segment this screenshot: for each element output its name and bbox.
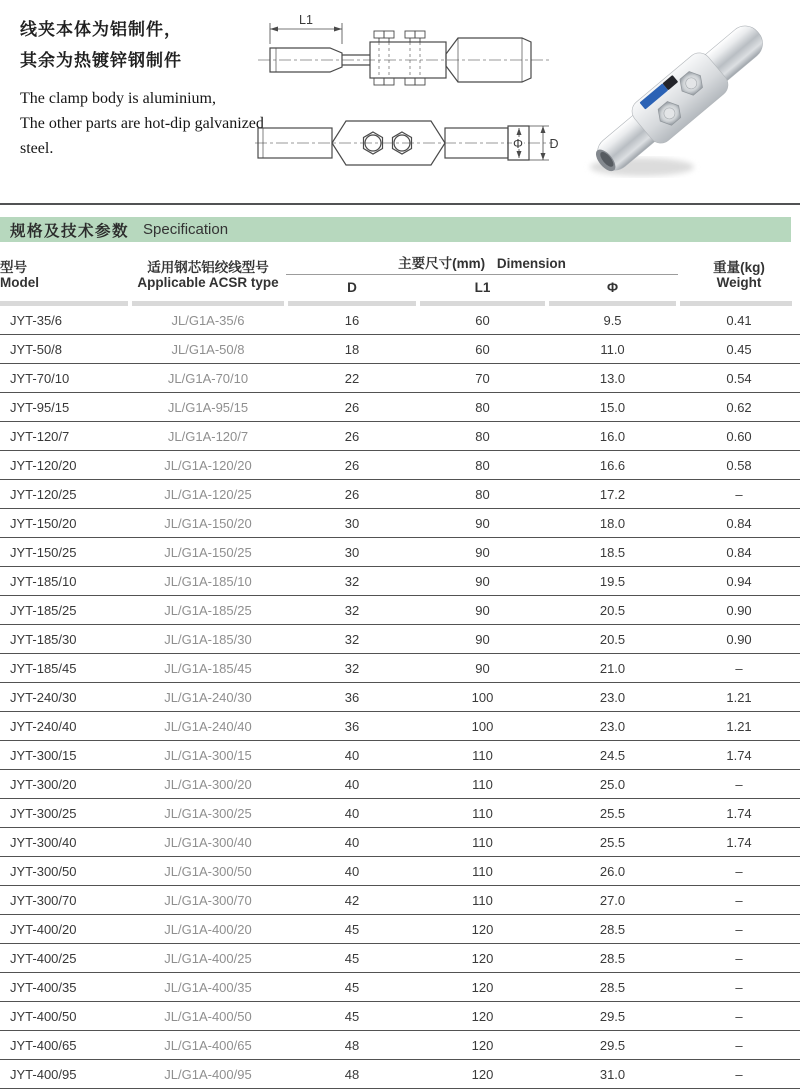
cell-model: JYT-400/20 [0,915,130,944]
technical-drawing-plan-view [253,112,563,184]
cell-phi: 28.5 [547,915,678,944]
cell-model: JYT-300/20 [0,770,130,799]
bolt-stacks [374,31,425,85]
header-dimension-group: 主要尺寸(mm) Dimension [286,249,678,275]
cell-weight: 0.45 [678,335,800,364]
cell-phi: 18.0 [547,509,678,538]
table-row [0,654,800,683]
cell-model: JYT-400/95 [0,1060,130,1089]
cell-model: JYT-400/25 [0,944,130,973]
cell-phi: 24.5 [547,741,678,770]
cell-model: JYT-300/50 [0,857,130,886]
cell-l1: 80 [418,422,547,451]
cell-d: 40 [286,770,418,799]
cell-d: 32 [286,567,418,596]
cell-d: 26 [286,451,418,480]
cell-acsr-type: JL/G1A-185/25 [130,596,286,625]
cell-model: JYT-185/10 [0,567,130,596]
cell-l1: 70 [418,364,547,393]
cell-model: JYT-240/40 [0,712,130,741]
cell-weight: 0.54 [678,364,800,393]
cell-model: JYT-300/15 [0,741,130,770]
cell-phi: 28.5 [547,944,678,973]
table-row [0,393,800,422]
table-row [0,422,800,451]
table-row [0,596,800,625]
cell-weight: – [678,1060,800,1089]
cell-d: 48 [286,1031,418,1060]
cell-acsr-type: JL/G1A-240/40 [130,712,286,741]
cell-model: JYT-300/25 [0,799,130,828]
cell-model: JYT-400/35 [0,973,130,1002]
cell-model: JYT-185/30 [0,625,130,654]
table-row [0,828,800,857]
cell-model: JYT-185/45 [0,654,130,683]
table-row [0,625,800,654]
header-col-d: D [347,280,357,295]
cell-acsr-type: JL/G1A-70/10 [130,364,286,393]
cell-phi: 31.0 [547,1060,678,1089]
cell-phi: 29.5 [547,1002,678,1031]
cell-l1: 120 [418,973,547,1002]
cell-l1: 110 [418,770,547,799]
cell-weight: – [678,654,800,683]
header-model: 型号 Model [0,259,39,290]
cell-l1: 110 [418,828,547,857]
cell-model: JYT-150/25 [0,538,130,567]
cell-acsr-type: JL/G1A-185/30 [130,625,286,654]
table-row [0,712,800,741]
cell-d: 18 [286,335,418,364]
cell-d: 40 [286,799,418,828]
cell-acsr-type: JL/G1A-400/95 [130,1060,286,1089]
cell-weight: – [678,886,800,915]
table-row [0,799,800,828]
cell-weight: – [678,480,800,509]
cell-phi: 19.5 [547,567,678,596]
cell-phi: 11.0 [547,335,678,364]
product-photo [562,2,797,192]
section-divider [0,203,800,205]
material-note-en-1: The clamp body is aluminium, [20,90,216,107]
cell-acsr-type: JL/G1A-300/25 [130,799,286,828]
cell-acsr-type: JL/G1A-400/35 [130,973,286,1002]
cell-weight: 1.21 [678,712,800,741]
cell-acsr-type: JL/G1A-185/10 [130,567,286,596]
cell-model: JYT-120/20 [0,451,130,480]
cell-acsr-type: JL/G1A-150/25 [130,538,286,567]
cell-acsr-type: JL/G1A-240/30 [130,683,286,712]
cell-l1: 80 [418,480,547,509]
spec-table [0,249,800,1089]
cell-acsr-type: JL/G1A-120/7 [130,422,286,451]
cell-model: JYT-300/70 [0,886,130,915]
cell-l1: 90 [418,596,547,625]
cell-weight: 1.74 [678,828,800,857]
cell-d: 32 [286,596,418,625]
cell-l1: 110 [418,799,547,828]
cell-weight: 0.84 [678,509,800,538]
table-row [0,1031,800,1060]
cell-phi: 9.5 [603,313,622,328]
table-row [0,1060,800,1089]
material-note-en-2: The other parts are hot-dip galvanized steel. [20,115,264,157]
dim-label-phi: Φ [513,137,523,151]
header-weight: 重量(kg) Weight [713,259,765,290]
table-row [0,857,800,886]
table-row [0,335,800,364]
cell-model: JYT-400/50 [0,1002,130,1031]
cell-acsr-type: JL/G1A-300/70 [130,886,286,915]
cell-d: 36 [286,712,418,741]
cell-weight: 1.74 [678,799,800,828]
cell-d: 22 [286,364,418,393]
cell-weight: – [678,770,800,799]
header-acsr-type: 适用钢芯铝绞线型号 Applicable ACSR type [137,259,279,290]
cell-weight: 0.84 [678,538,800,567]
cell-weight: 1.74 [678,741,800,770]
cell-l1: 80 [418,393,547,422]
table-row [0,567,800,596]
cell-acsr-type: JL/G1A-400/50 [130,1002,286,1031]
cell-weight: 1.21 [678,683,800,712]
material-note-cn-2: 其余为热镀锌钢制件 [20,51,182,70]
cell-model: JYT-95/15 [0,393,130,422]
cell-model: JYT-50/8 [0,335,130,364]
section-header [0,217,791,242]
cell-acsr-type: JL/G1A-185/45 [130,654,286,683]
material-note [20,14,270,161]
cell-l1: 60 [475,313,490,328]
table-row [0,886,800,915]
cell-model: JYT-185/25 [0,596,130,625]
cell-phi: 26.0 [547,857,678,886]
cell-d: 45 [286,944,418,973]
cell-acsr-type: JL/G1A-400/25 [130,944,286,973]
cell-d: 42 [286,886,418,915]
dim-label-d: D [549,137,559,151]
table-row [0,538,800,567]
table-row [0,973,800,1002]
cell-l1: 120 [418,1002,547,1031]
dim-label-l1: L1 [299,13,313,27]
table-row [0,683,800,712]
cell-weight: 0.41 [726,313,752,328]
cell-weight: 0.90 [678,596,800,625]
table-row [0,915,800,944]
cell-l1: 120 [418,1060,547,1089]
cell-weight: – [678,1002,800,1031]
table-row [0,944,800,973]
cell-l1: 90 [418,654,547,683]
technical-drawing-side-view [252,8,562,113]
cell-phi: 17.2 [547,480,678,509]
cell-d: 32 [286,654,418,683]
cell-acsr-type: JL/G1A-400/20 [130,915,286,944]
spec-table-body [0,307,800,1089]
cell-phi: 16.6 [547,451,678,480]
cell-phi: 20.5 [547,625,678,654]
cell-phi: 27.0 [547,886,678,915]
cell-phi: 15.0 [547,393,678,422]
cell-model: JYT-35/6 [10,313,63,328]
cell-acsr-type: JL/G1A-120/20 [130,451,286,480]
cell-phi: 23.0 [547,683,678,712]
section-title-en: Specification [143,221,229,238]
cell-d: 26 [286,480,418,509]
header-col-phi: Φ [606,280,619,295]
cell-phi: 23.0 [547,712,678,741]
cell-acsr-type: JL/G1A-50/8 [130,335,286,364]
cell-weight: – [678,1031,800,1060]
cell-weight: 0.94 [678,567,800,596]
cell-l1: 90 [418,509,547,538]
cell-weight: 0.58 [678,451,800,480]
cell-d: 32 [286,625,418,654]
cell-d: 30 [286,538,418,567]
cell-d: 45 [286,973,418,1002]
cell-d: 16 [344,313,360,328]
table-row [0,770,800,799]
cell-model: JYT-150/20 [0,509,130,538]
cell-l1: 80 [418,451,547,480]
cell-weight: 0.90 [678,625,800,654]
cell-d: 30 [286,509,418,538]
table-row [0,364,800,393]
table-row [0,1002,800,1031]
cell-acsr-type: JL/G1A-95/15 [130,393,286,422]
cell-weight: 0.62 [678,393,800,422]
cell-phi: 16.0 [547,422,678,451]
cell-acsr-type: JL/G1A-300/40 [130,828,286,857]
cell-phi: 25.5 [547,799,678,828]
cell-l1: 100 [418,712,547,741]
cell-phi: 20.5 [547,596,678,625]
cell-l1: 60 [418,335,547,364]
cell-phi: 25.0 [547,770,678,799]
material-note-cn-1: 线夹本体为铝制件， [20,20,182,39]
cell-d: 26 [286,393,418,422]
table-row [0,480,800,509]
cell-l1: 110 [418,741,547,770]
spec-table-head [0,249,800,307]
cell-l1: 100 [418,683,547,712]
cell-l1: 90 [418,625,547,654]
cell-model: JYT-120/25 [0,480,130,509]
cell-weight: – [678,857,800,886]
cell-phi: 13.0 [547,364,678,393]
cell-phi: 29.5 [547,1031,678,1060]
cell-weight: – [678,973,800,1002]
cell-acsr-type: JL/G1A-300/50 [130,857,286,886]
cell-d: 48 [286,1060,418,1089]
table-row [0,741,800,770]
header-underline-band [0,300,800,307]
cell-d: 45 [286,915,418,944]
cell-acsr-type: JL/G1A-120/25 [130,480,286,509]
cell-acsr-type: JL/G1A-300/20 [130,770,286,799]
cell-l1: 110 [418,857,547,886]
cell-d: 45 [286,1002,418,1031]
cell-l1: 90 [418,538,547,567]
cell-l1: 90 [418,567,547,596]
cell-model: JYT-120/7 [0,422,130,451]
cell-acsr-type: JL/G1A-35/6 [171,313,245,328]
cell-l1: 120 [418,915,547,944]
cell-weight: 0.60 [678,422,800,451]
cell-d: 40 [286,857,418,886]
cell-l1: 120 [418,1031,547,1060]
cell-d: 40 [286,828,418,857]
cell-acsr-type: JL/G1A-300/15 [130,741,286,770]
section-title-cn: 规格及技术参数 [10,222,130,240]
cell-model: JYT-240/30 [0,683,130,712]
cell-d: 36 [286,683,418,712]
cell-model: JYT-300/40 [0,828,130,857]
cell-d: 40 [286,741,418,770]
cell-model: JYT-400/65 [0,1031,130,1060]
cell-weight: – [678,915,800,944]
cell-l1: 110 [418,886,547,915]
cell-phi: 28.5 [547,973,678,1002]
cell-acsr-type: JL/G1A-400/65 [130,1031,286,1060]
cell-phi: 21.0 [547,654,678,683]
cell-d: 26 [286,422,418,451]
table-row [0,509,800,538]
cell-l1: 120 [418,944,547,973]
header-col-l1: L1 [474,280,491,295]
cell-model: JYT-70/10 [0,364,130,393]
cell-acsr-type: JL/G1A-150/20 [130,509,286,538]
table-row [0,451,800,480]
cell-phi: 25.5 [547,828,678,857]
cell-phi: 18.5 [547,538,678,567]
table-row [0,307,800,335]
cell-weight: – [678,944,800,973]
